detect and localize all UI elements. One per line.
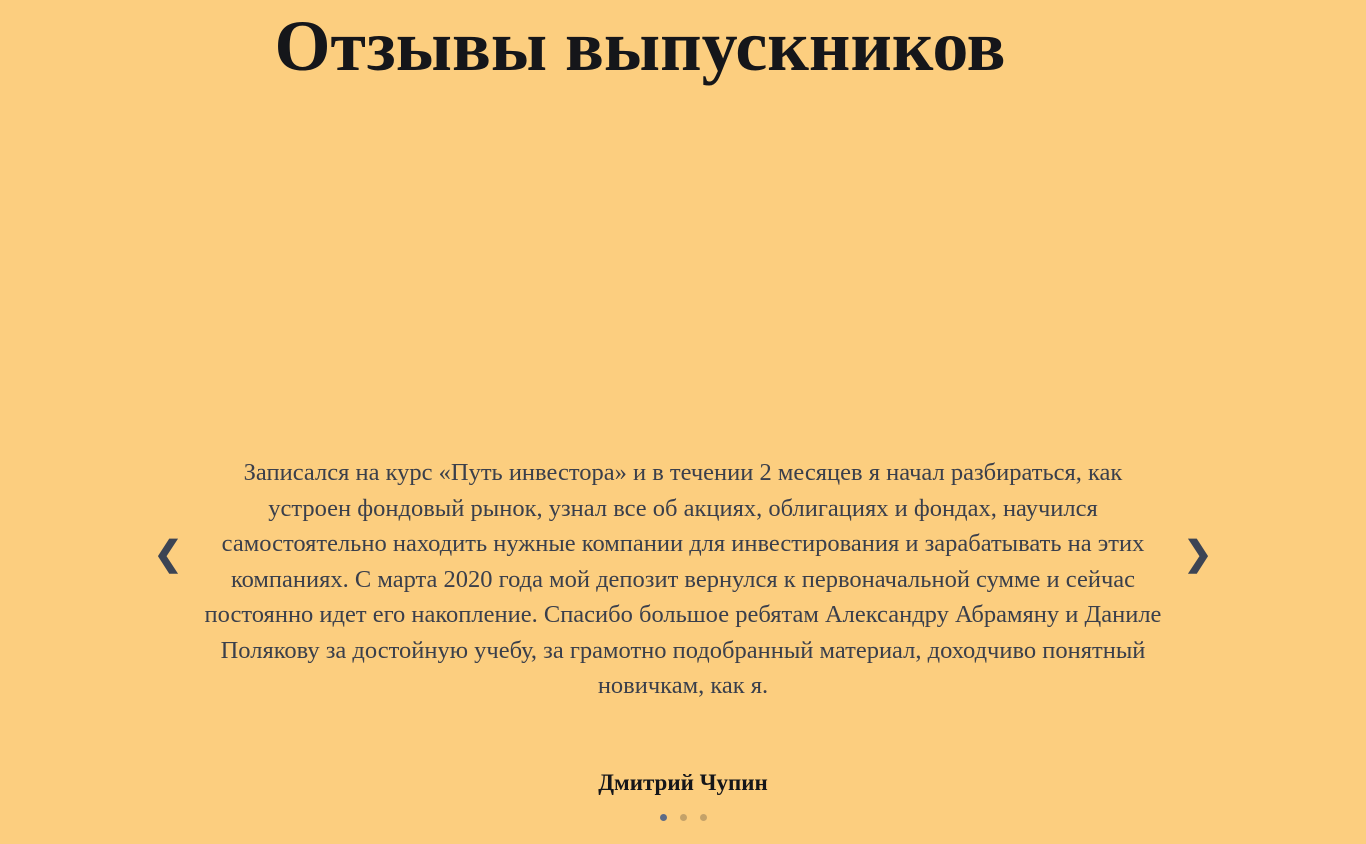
testimonial-carousel xyxy=(0,455,1366,796)
testimonial-quote: Записался на курс «Путь инвестора» и в течении 2 месяцев я начал разбираться, как устроен фондовый рынок, узнал все об акциях, облигациях и фондах, научился самостоятельно находить нужные компании для инвестирования и зарабатывать на этих компаниях. С марта 2020 года мой депозит вернулся к первоначальной сумме и сейчас постоянно идет его накопление. Спасибо большое ребятам Александру Абрамяну и Даниле Полякову за достойную учебу, за грамотно подобранный материал, доходчиво понятный новичкам, как я. xyxy=(204,459,1162,699)
carousel-dots xyxy=(0,814,1366,821)
carousel-dot[interactable] xyxy=(660,814,667,821)
carousel-prev-arrow-icon[interactable]: ❮ xyxy=(153,535,183,573)
carousel-dot[interactable] xyxy=(680,814,687,821)
page-title: Отзывы выпускников xyxy=(274,6,1006,86)
carousel-next-arrow-icon[interactable]: ❯ xyxy=(1183,535,1213,573)
testimonial-slide xyxy=(188,455,1178,796)
carousel-dot[interactable] xyxy=(700,814,707,821)
testimonial-author: Дмитрий Чупин xyxy=(598,769,768,795)
